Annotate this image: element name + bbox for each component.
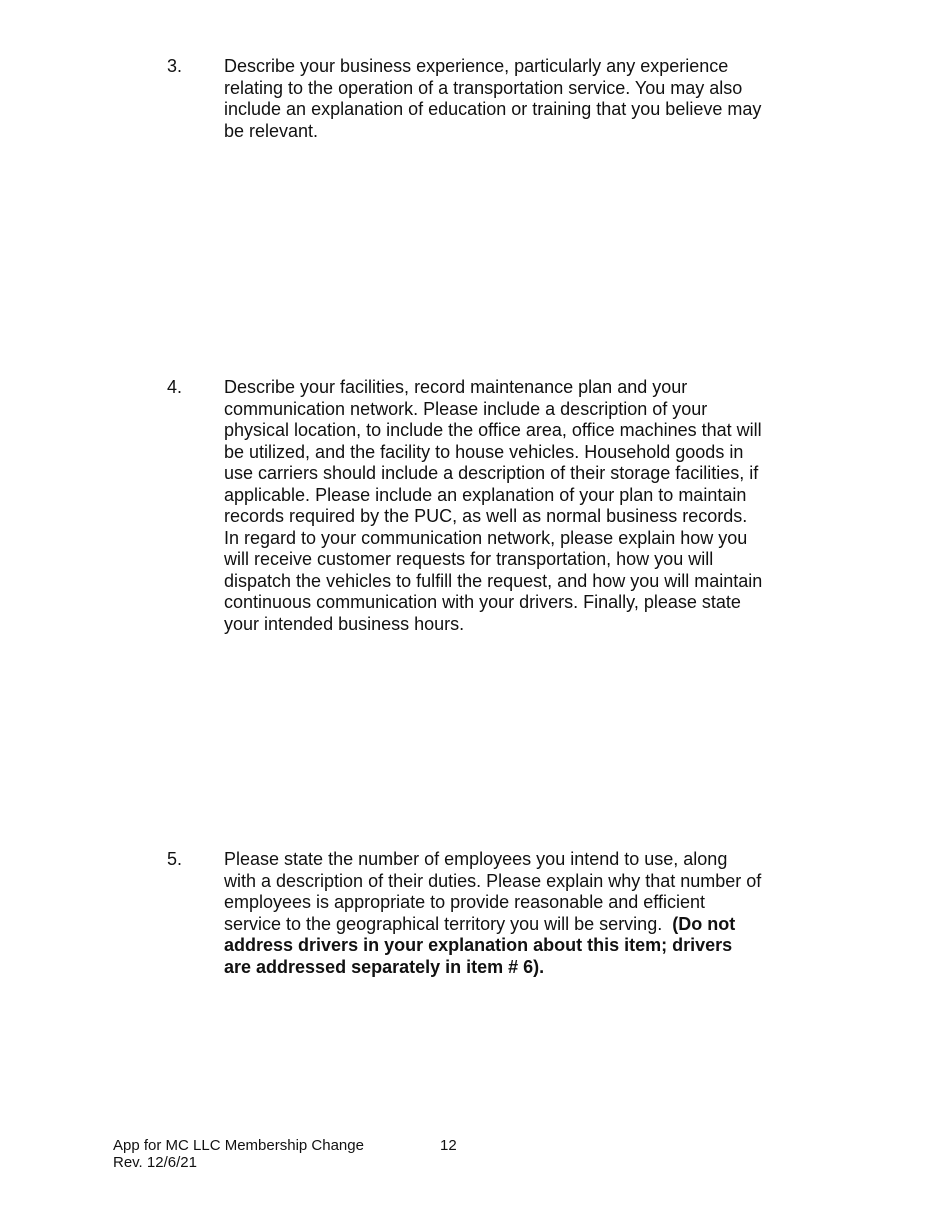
text-segment: service to the geographical territory you will be serving. (224, 913, 673, 934)
footer-revision: Rev. 12/6/21 (113, 1154, 197, 1171)
text-line: Describe your business experience, particularly any experience (224, 56, 729, 76)
page-footer (113, 1137, 364, 1171)
question-number: 5. (167, 849, 183, 869)
text-line: applicable. Please include an explanation of your plan to maintain (224, 484, 747, 505)
page-number: 12 (440, 1137, 457, 1154)
text-line: physical location, to include the office area, office machines that will (224, 420, 762, 440)
text-line: include an explanation of education or training that you believe may (224, 99, 762, 119)
text-line: employees is appropriate to provide reasonable and efficient (224, 892, 705, 912)
text-line: continuous communication with your drivers. Finally, please state (224, 592, 741, 612)
text-line: dispatch the vehicles to fulfill the request, and how you will maintain (224, 570, 763, 591)
bold-text-segment: (Do not (672, 913, 736, 934)
question-number: 3. (167, 56, 183, 76)
text-line: be relevant. (224, 120, 319, 141)
text-line: In regard to your communication network, please explain how you (224, 527, 748, 548)
text-line-mixed (224, 914, 761, 936)
question-text (224, 377, 762, 635)
question-number: 4. (167, 377, 183, 397)
text-line: Describe your facilities, record maintenance plan and your (224, 377, 688, 397)
text-line: use carriers should include a description of their storage facilities, if (224, 463, 759, 483)
text-line: communication network. Please include a description of your (224, 398, 708, 419)
footer-title: App for MC LLC Membership Change (113, 1137, 364, 1154)
bold-text-line: address drivers in your explanation about this item; drivers (224, 935, 733, 955)
text-line: records required by the PUC, as well as normal business records. (224, 506, 748, 526)
question-text (224, 849, 761, 978)
text-line: your intended business hours. (224, 613, 465, 634)
text-line: relating to the operation of a transportation service. You may also (224, 77, 743, 98)
text-line: with a description of their duties. Please explain why that number of (224, 870, 762, 891)
text-line: Please state the number of employees you intend to use, along (224, 849, 728, 869)
text-line: be utilized, and the facility to house vehicles. Household goods in (224, 441, 744, 462)
text-line: will receive customer requests for transportation, how you will (224, 549, 714, 569)
bold-text-line: are addressed separately in item # 6). (224, 956, 545, 977)
question-text (224, 56, 761, 142)
